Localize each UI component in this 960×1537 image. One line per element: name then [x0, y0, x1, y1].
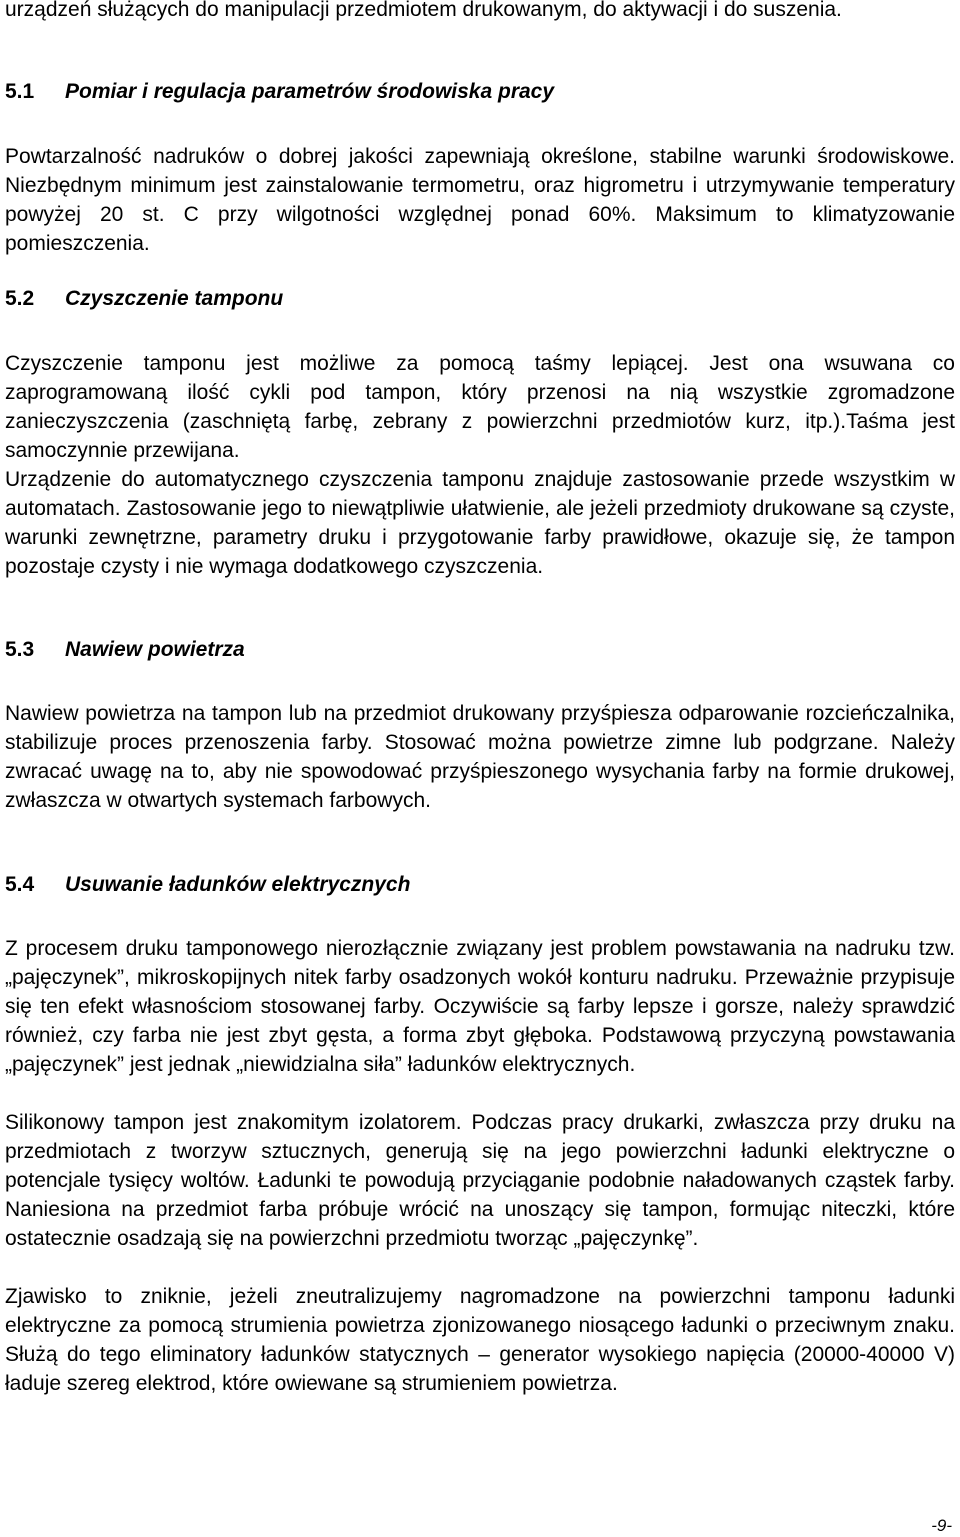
section-number: 5.4: [5, 873, 35, 896]
section-title: Pomiar i regulacja parametrów środowiska pracy: [65, 80, 555, 103]
paragraph-5-2-1: Czyszczenie tamponu jest możliwe za pomocą taśmy lepiącej. Jest ona wsuwana co zaprogramowaną ilość cykli pod tampon, który przenosi na nią wszystkie zgromadzone zanieczyszczenia (zaschniętą farbę, zebrany z powierzchni przedmiotów kurz, itp.).Taśma jest samoczynnie przewijana.: [5, 352, 955, 462]
paragraph-5-4-1: Z procesem druku tamponowego nierozłącznie związany jest problem powstawania na nadruku tzw. „pajęczynek”, mikroskopijnych nitek farby osadzonych wokół konturu nadruku. Przeważnie przypisuje się ten efekt własnościom stosowanej farby. Oczywiście są farby lepsze i gorsze, należy sprawdzić również, czy farba nie jest zbyt gęsta, a forma zbyt głęboka. Podstawową przyczyną powstawania „pajęczynek” jest jednak „niewidzialna siła” ładunków elektrycznych.: [5, 937, 955, 1076]
paragraph-5-4-3: Zjawisko to zniknie, jeżeli zneutralizujemy nagromadzone na powierzchni tamponu ładunki elektryczne za pomocą strumienia powietrza zjonizowanego niosącego ładunki o przeciwnym znaku. Służą do tego eliminatory ładunków statycznych – generator wysokiego napięcia (20000-40000 V) ładuje szereg elektrod, które owiewane są strumieniem powietrza.: [5, 1285, 955, 1395]
paragraph-5-2-2: Urządzenie do automatycznego czyszczenia tamponu znajduje zastosowanie przede wszystkim w automatach. Zastosowanie jego to niewątpliwie ułatwienie, ale jeżeli przedmioty drukowane są czyste, warunki zewnętrzne, parametry druku i przygotowanie farby prawidłowe, okazuje się, że tampon pozostaje czysty i nie wymaga dodatkowego czyszczenia.: [5, 468, 955, 578]
intro-paragraph: urządzeń służących do manipulacji przedmiotem drukowanym, do aktywacji i do suszenia.: [5, 0, 842, 21]
section-heading-5-2: [5, 284, 283, 313]
section-heading-5-1: [5, 77, 554, 106]
section-heading-5-4: [5, 870, 410, 899]
section-number: 5.2: [5, 287, 35, 310]
paragraph-5-3-1: Nawiew powietrza na tampon lub na przedmiot drukowany przyśpiesza odparowanie rozcieńczalnika, stabilizuje proces przenoszenia farby. Stosować można powietrze zimne lub podgrzane. Należy zwracać uwagę na to, aby nie spowodować przyśpieszonego wysychania farby na formie drukowej, zwłaszcza w otwartych systemach farbowych.: [5, 702, 955, 812]
paragraph-5-1-1: Powtarzalność nadruków o dobrej jakości zapewniają określone, stabilne warunki środowiskowe. Niezbędnym minimum jest zainstalowanie termometru, oraz higrometru i utrzymywanie temperatury powyżej 20 st. C przy wilgotności względnej ponad 60%. Maksimum to klimatyzowanie pomieszczenia.: [5, 145, 955, 255]
section-title: Usuwanie ładunków elektrycznych: [65, 873, 411, 896]
section-number: 5.1: [5, 80, 35, 103]
paragraph-5-4-2: Silikonowy tampon jest znakomitym izolatorem. Podczas pracy drukarki, zwłaszcza przy druku na przedmiotach z tworzyw sztucznych, generują się na jego powierzchni ładunki elektryczne o potencjale tysięcy woltów. Ładunki te powodują przyciąganie podobnie naładowanych cząstek farby. Naniesiona na przedmiot farba próbuje wrócić na unoszący się tampon, formując niteczki, które ostatecznie osadzają się na powierzchni przedmiotu tworząc „pajęczynkę”.: [5, 1111, 955, 1250]
section-title: Nawiew powietrza: [65, 638, 245, 661]
section-heading-5-3: [5, 635, 245, 664]
section-title: Czyszczenie tamponu: [65, 287, 284, 310]
section-number: 5.3: [5, 638, 35, 661]
page-number: -9-: [931, 1516, 952, 1535]
